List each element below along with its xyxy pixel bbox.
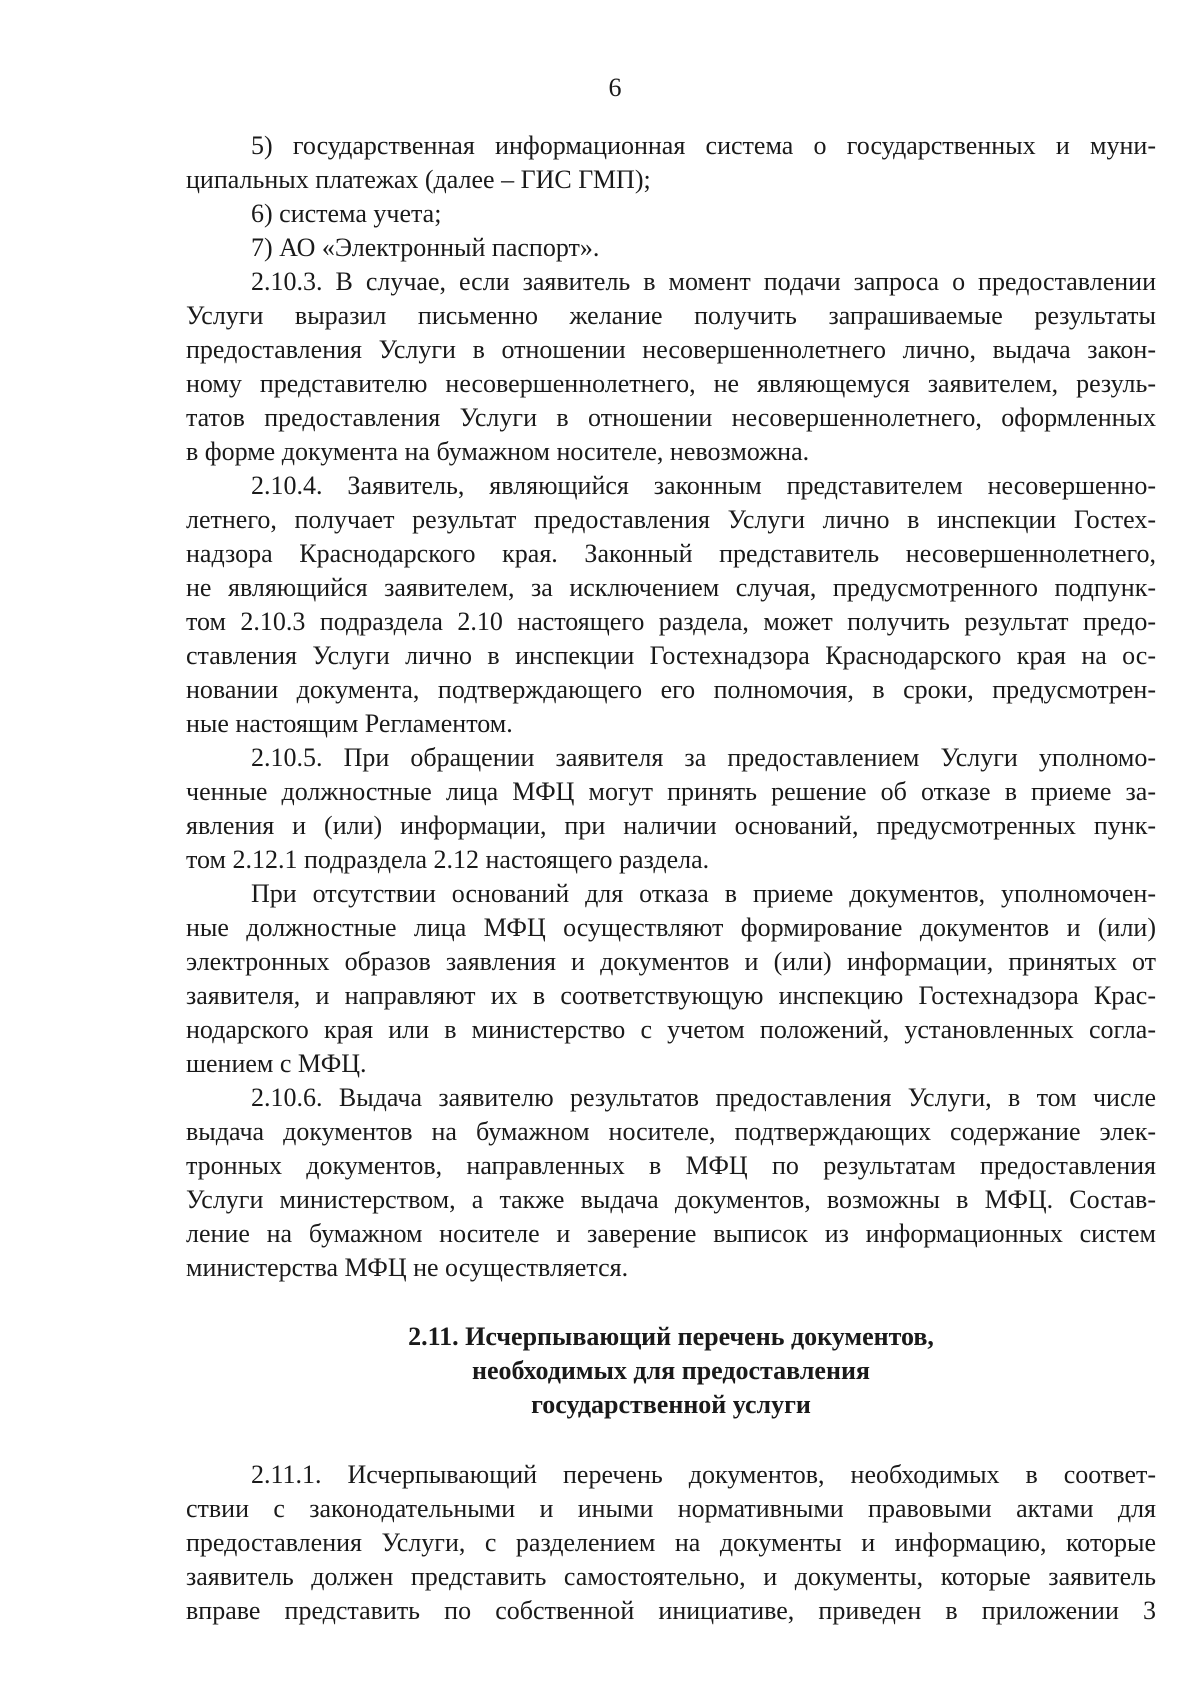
- paragraph-line: заявитель должен представить самостоятельно, и документы, которые заявитель: [186, 1562, 1156, 1591]
- paragraph-line: надзора Краснодарского края. Законный представитель несовершеннолетнего,: [186, 539, 1156, 568]
- paragraph-line: не являющийся заявителем, за исключением случая, предусмотренного подпунк-: [186, 573, 1156, 602]
- paragraph-line: 2.10.6. Выдача заявителю результатов предоставления Услуги, в том числе: [251, 1083, 1156, 1112]
- paragraph-line: ление на бумажном носителе и заверение выписок из информационных систем: [186, 1219, 1156, 1248]
- paragraph-line: шением с МФЦ.: [186, 1049, 367, 1078]
- paragraph-line: министерства МФЦ не осуществляется.: [186, 1253, 629, 1282]
- paragraph-line: нодарского края или в министерство с учетом положений, установленных согла-: [186, 1015, 1156, 1044]
- paragraph-line: том 2.12.1 подраздела 2.12 настоящего раздела.: [186, 845, 710, 874]
- paragraph-line: ципальных платежах (далее – ГИС ГМП);: [186, 165, 651, 194]
- paragraph-line: татов предоставления Услуги в отношении несовершеннолетнего, оформленных: [186, 403, 1156, 432]
- paragraph-line: том 2.10.3 подраздела 2.10 настоящего раздела, может получить результат предо-: [186, 607, 1156, 636]
- paragraph-line: 2.10.4. Заявитель, являющийся законным представителем несовершенно-: [251, 471, 1156, 500]
- page-number: 6: [608, 73, 622, 102]
- paragraph-line: Услуги министерством, а также выдача документов, возможны в МФЦ. Состав-: [186, 1185, 1156, 1214]
- paragraph-line: вправе представить по собственной инициативе, приведен в приложении 3: [186, 1596, 1156, 1625]
- paragraph-line: ному представителю несовершеннолетнего, не являющемуся заявителем, резуль-: [186, 369, 1156, 398]
- paragraph-line: 2.10.5. При обращении заявителя за предоставлением Услуги уполномо-: [251, 743, 1156, 772]
- paragraph-line: ствии с законодательными и иными нормативными правовыми актами для: [186, 1494, 1156, 1523]
- paragraph-line: 2.10.3. В случае, если заявитель в момент подачи запроса о предоставлении: [251, 267, 1156, 296]
- section-heading-line: 2.11. Исчерпывающий перечень документов,: [408, 1322, 934, 1351]
- section-heading-line: государственной услуги: [531, 1390, 811, 1419]
- paragraph-line: в форме документа на бумажном носителе, невозможна.: [186, 437, 810, 466]
- paragraph-line: заявителя, и направляют их в соответствующую инспекцию Гостехнадзора Крас-: [186, 981, 1156, 1010]
- paragraph-line: электронных образов заявления и документов и (или) информации, принятых от: [186, 947, 1156, 976]
- paragraph-line: ные настоящим Регламентом.: [186, 709, 513, 738]
- paragraph-line: предоставления Услуги в отношении несовершеннолетнего лично, выдача закон-: [186, 335, 1156, 364]
- paragraph-line: тронных документов, направленных в МФЦ по результатам предоставления: [186, 1151, 1156, 1180]
- paragraph-line: 7) АО «Электронный паспорт».: [251, 233, 600, 262]
- paragraph-line: выдача документов на бумажном носителе, подтверждающих содержание элек-: [186, 1117, 1156, 1146]
- paragraph-line: летнего, получает результат предоставления Услуги лично в инспекции Гостех-: [186, 505, 1156, 534]
- paragraph-line: При отсутствии оснований для отказа в приеме документов, уполномочен-: [251, 879, 1156, 908]
- paragraph-line: предоставления Услуги, с разделением на документы и информацию, которые: [186, 1528, 1156, 1557]
- paragraph-line: 6) система учета;: [251, 199, 442, 228]
- paragraph-line: ченные должностные лица МФЦ могут принять решение об отказе в приеме за-: [186, 777, 1156, 806]
- paragraph-line: 2.11.1. Исчерпывающий перечень документов, необходимых в соответ-: [251, 1460, 1156, 1489]
- paragraph-line: 5) государственная информационная система о государственных и муни-: [251, 131, 1156, 160]
- paragraph-line: Услуги выразил письменно желание получить запрашиваемые результаты: [186, 301, 1156, 330]
- paragraph-line: ставления Услуги лично в инспекции Гостехнадзора Краснодарского края на ос-: [186, 641, 1156, 670]
- paragraph-line: ные должностные лица МФЦ осуществляют формирование документов и (или): [186, 913, 1156, 942]
- section-heading-line: необходимых для предоставления: [471, 1356, 870, 1385]
- paragraph-line: явления и (или) информации, при наличии оснований, предусмотренных пунк-: [186, 811, 1156, 840]
- paragraph-line: новании документа, подтверждающего его полномочия, в сроки, предусмотрен-: [186, 675, 1156, 704]
